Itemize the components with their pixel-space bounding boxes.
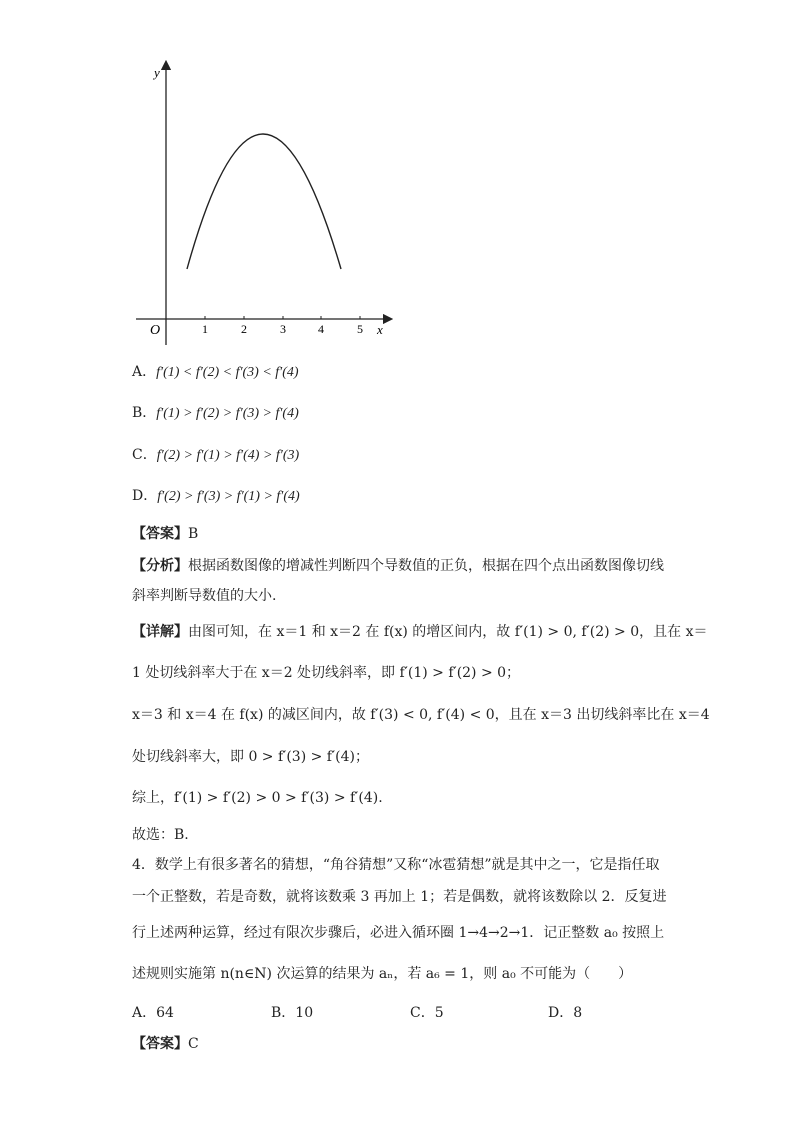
x-tick-label: 3 <box>280 322 286 336</box>
detail-line-6: 故选：B. <box>132 827 189 843</box>
q4-line-4: 述规则实施第 n(n∈N) 次运算的结果为 aₙ，若 a₆ = 1，则 a₀ 不可能为（ ） <box>132 966 633 982</box>
q4-line-2: 一个正整数，若是奇数，就将该数乘 3 再加上 1；若是偶数，就将该数除以 2．反复进 <box>132 889 667 905</box>
option-expression: f′(2) > f′(3) > f′(1) > f′(4) <box>157 489 300 504</box>
detail-text: 由图可知，在 x＝1 和 x＝2 在 f(x) 的增区间内，故 f′(1) > 0, f′(2) > 0，且在 x＝ <box>188 624 708 640</box>
analysis-tag: 【分析】 <box>132 558 188 574</box>
detail-line-5: 综上，f′(1) > f′(2) > 0 > f′(3) > f′(4). <box>132 790 383 806</box>
option-letter: A． <box>132 364 157 380</box>
option-c <box>132 445 299 466</box>
q4-option-b: B．10 <box>271 1005 314 1021</box>
detail-line-4: 处切线斜率大，即 0 > f′(3) > f′(4)； <box>132 749 370 765</box>
option-letter: B． <box>132 405 157 421</box>
function-graph <box>120 55 400 355</box>
detail-tag: 【详解】 <box>132 624 188 640</box>
x-tick-label: 5 <box>357 322 363 336</box>
option-letter: D． <box>132 488 158 504</box>
x-tick-label: 1 <box>202 322 208 336</box>
q4-line-3: 行上述两种运算，经过有限次步骤后，必进入循环圈 1→4→2→1．记正整数 a₀ 按照上 <box>132 925 665 941</box>
x-tick-label: 4 <box>318 322 324 336</box>
y-axis-label: y <box>154 65 160 80</box>
analysis-text: 根据函数图像的增减性判断四个导数值的正负，根据在四个点出函数图像切线 <box>188 558 664 574</box>
answer-tag: 【答案】 <box>132 526 188 542</box>
answer-q3 <box>132 524 198 544</box>
q4-option-c: C．5 <box>410 1005 444 1021</box>
option-expression: f′(1) > f′(2) > f′(3) > f′(4) <box>156 406 299 421</box>
detail-line-2: 1 处切线斜率大于在 x＝2 处切线斜率，即 f′(1) > f′(2) > 0； <box>132 665 521 681</box>
x-tick-label: 2 <box>241 322 247 336</box>
analysis-line-2: 斜率判断导数值的大小. <box>132 588 277 604</box>
option-expression: f′(2) > f′(1) > f′(4) > f′(3) <box>156 448 300 463</box>
origin-label: O <box>150 323 161 338</box>
analysis-line-1 <box>132 556 664 576</box>
option-b <box>132 403 299 424</box>
answer-q4 <box>132 1034 199 1054</box>
answer-value: C <box>188 1036 199 1052</box>
q4-line-1: 4．数学上有很多著名的猜想，“角谷猜想”又称“冰雹猜想”就是其中之一，它是指任取 <box>132 857 660 873</box>
option-a <box>132 362 299 383</box>
answer-value: B <box>188 526 199 542</box>
option-d <box>132 486 300 507</box>
detail-line-1 <box>132 622 707 642</box>
parabola-curve <box>187 134 341 269</box>
q4-option-d: D．8 <box>548 1005 583 1021</box>
option-expression: f′(1) < f′(2) < f′(3) < f′(4) <box>156 365 299 380</box>
answer-tag: 【答案】 <box>132 1036 188 1052</box>
x-axis-label: x <box>377 322 383 337</box>
q4-option-a: A．64 <box>132 1005 174 1021</box>
option-letter: C． <box>132 447 157 463</box>
detail-line-3: x＝3 和 x＝4 在 f(x) 的减区间内，故 f′(3) < 0, f′(4) < 0，且在 x＝3 出切线斜率比在 x＝4 <box>132 707 710 723</box>
